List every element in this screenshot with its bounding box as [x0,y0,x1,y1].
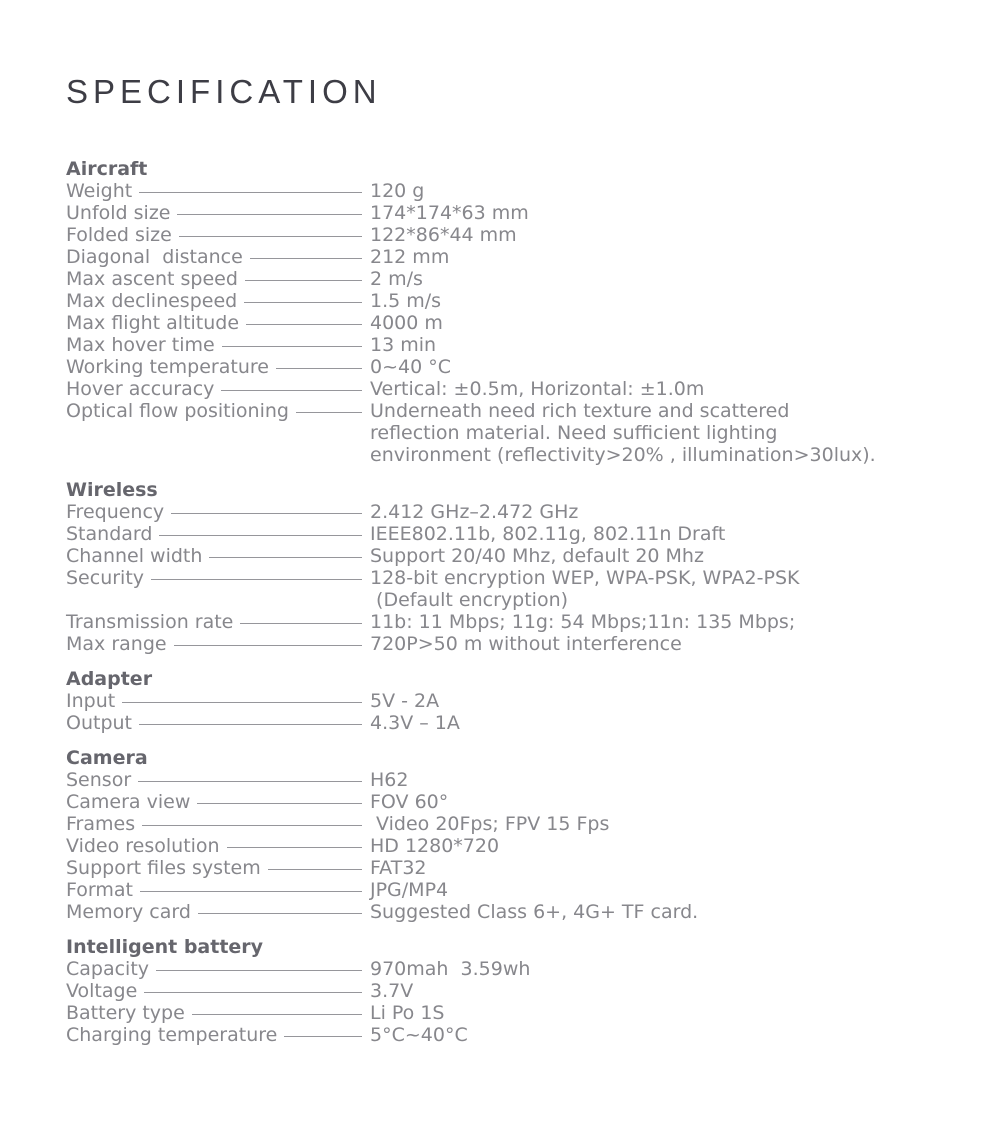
spec-label: Input [66,690,116,712]
spec-value [370,857,960,879]
spec-value [370,791,960,813]
spec-label: Memory card [66,901,191,923]
section-title: Wireless [66,479,158,501]
spec-label-area [66,633,370,655]
spec-value-line: 5°C~40°C [370,1024,468,1046]
spec-value [370,202,960,224]
spec-label-area [66,1024,370,1046]
leader-line [138,781,362,783]
spec-value-line: 4.3V – 1A [370,712,460,734]
section-rows [66,769,960,923]
spec-value-line: 11b: 11 Mbps; 11g: 54 Mbps;11n: 135 Mbps; [370,611,796,633]
spec-value [370,268,960,290]
spec-label-area [66,202,370,224]
spec-label: Unfold size [66,202,171,224]
spec-row [66,611,960,633]
spec-label-area [66,180,370,202]
leader-line [296,412,362,414]
spec-label: Camera view [66,791,191,813]
spec-label-area [66,224,370,246]
spec-label-area [66,879,370,901]
spec-value-line: 2.412 GHz–2.472 GHz [370,501,579,523]
leader-line [268,869,362,871]
spec-row [66,545,960,567]
spec-value-line: FOV 60° [370,791,449,813]
spec-label-area [66,523,370,545]
spec-row [66,633,960,655]
spec-label-area [66,1002,370,1024]
leader-line [221,390,362,392]
spec-value-line: 3.7V [370,980,414,1002]
spec-row [66,268,960,290]
leader-line [227,847,362,849]
spec-label: Frames [66,813,136,835]
leader-line [192,1014,362,1016]
spec-value [370,545,960,567]
spec-label-area [66,791,370,813]
spec-sections [66,158,960,1046]
section-rows [66,180,960,466]
spec-section [66,668,960,734]
spec-label: Max flight altitude [66,312,240,334]
spec-value [370,712,960,734]
spec-label-area [66,690,370,712]
leader-line [144,992,362,994]
spec-value-line: 174*174*63 mm [370,202,529,224]
spec-row [66,857,960,879]
spec-value-line: environment (reflectivity>20% , illumination>30lux). [370,444,876,466]
spec-label: Video resolution [66,835,220,857]
leader-line [197,803,362,805]
spec-value [370,224,960,246]
spec-section [66,479,960,655]
spec-label: Diagonal distance [66,246,243,268]
spec-value [370,523,960,545]
spec-value [370,378,960,400]
spec-label: Support files system [66,857,261,879]
spec-value-line: Li Po 1S [370,1002,445,1024]
spec-label-area [66,378,370,400]
spec-label: Folded size [66,224,172,246]
spec-label: Weight [66,180,133,202]
spec-row [66,224,960,246]
spec-value-line: 2 m/s [370,268,423,290]
spec-label: Max range [66,633,167,655]
spec-value [370,334,960,356]
spec-value [370,180,960,202]
spec-label-area [66,290,370,312]
spec-value [370,901,960,923]
spec-value-line: HD 1280*720 [370,835,500,857]
spec-value [370,611,960,633]
spec-label-area [66,501,370,523]
spec-label: Sensor [66,769,132,791]
spec-row [66,290,960,312]
spec-value-line: 5V - 2A [370,690,440,712]
spec-row [66,1024,960,1046]
spec-value-line: 1.5 m/s [370,290,442,312]
spec-value-line: IEEE802.11b, 802.11g, 802.11n Draft [370,523,726,545]
spec-value-line: 13 min [370,334,437,356]
spec-label-area [66,400,370,422]
spec-row [66,901,960,923]
section-title: Adapter [66,668,153,690]
spec-value [370,879,960,901]
leader-line [179,236,362,238]
leader-line [139,724,362,726]
spec-value [370,246,960,268]
spec-value [370,501,960,523]
spec-label-area [66,712,370,734]
leader-line [244,302,362,304]
spec-value-line: Suggested Class 6+, 4G+ TF card. [370,901,699,923]
spec-value [370,633,960,655]
spec-label-area [66,567,370,589]
spec-row [66,980,960,1002]
spec-row [66,312,960,334]
spec-label: Optical flow positioning [66,400,289,422]
spec-value-line: 120 g [370,180,425,202]
leader-line [209,557,362,559]
leader-line [198,913,362,915]
spec-row [66,958,960,980]
spec-value-line: H62 [370,769,409,791]
spec-row [66,334,960,356]
spec-value-line: reflection material. Need sufficient lighting [370,422,778,444]
spec-value-line: JPG/MP4 [370,879,449,901]
leader-line [246,324,362,326]
leader-line [276,368,362,370]
spec-label-area [66,545,370,567]
spec-label: Max declinespeed [66,290,238,312]
spec-row [66,567,960,611]
spec-row [66,523,960,545]
page-title: SPECIFICATION [66,73,382,110]
leader-line [159,535,362,537]
spec-section [66,158,960,466]
spec-label-area [66,268,370,290]
spec-value [370,356,960,378]
spec-row [66,712,960,734]
spec-value-line: Support 20/40 Mhz, default 20 Mhz [370,545,704,567]
spec-value [370,312,960,334]
spec-label-area [66,356,370,378]
spec-value-line: 970mah 3.59wh [370,958,531,980]
section-rows [66,958,960,1046]
section-rows [66,501,960,655]
spec-label: Max hover time [66,334,215,356]
spec-label: Battery type [66,1002,185,1024]
spec-label-area [66,246,370,268]
leader-line [122,702,362,704]
spec-row [66,180,960,202]
spec-value [370,958,960,980]
leader-line [139,192,362,194]
spec-row [66,202,960,224]
spec-value-line: 212 mm [370,246,450,268]
spec-value-line: FAT32 [370,857,427,879]
spec-row [66,378,960,400]
spec-label: Capacity [66,958,150,980]
spec-value-line: Video 20Fps; FPV 15 Fps [370,813,610,835]
spec-value [370,813,960,835]
spec-row [66,356,960,378]
spec-row [66,690,960,712]
leader-line [174,645,362,647]
section-title: Camera [66,747,148,769]
spec-value [370,690,960,712]
section-title: Intelligent battery [66,936,264,958]
spec-label-area [66,813,370,835]
section-rows [66,690,960,734]
leader-line [156,970,362,972]
spec-label: Format [66,879,133,901]
spec-label: Standard [66,523,153,545]
spec-label-area [66,835,370,857]
spec-value-line: 0~40 °C [370,356,451,378]
spec-row [66,835,960,857]
spec-value [370,290,960,312]
spec-label: Hover accuracy [66,378,215,400]
spec-value-line: 720P>50 m without interference [370,633,682,655]
spec-label: Transmission rate [66,611,234,633]
spec-label: Charging temperature [66,1024,278,1046]
leader-line [245,280,362,282]
spec-value-line: (Default encryption) [370,589,569,611]
spec-row [66,879,960,901]
spec-row [66,813,960,835]
spec-row [66,1002,960,1024]
leader-line [240,623,362,625]
spec-value [370,1024,960,1046]
spec-value [370,567,960,611]
spec-section [66,936,960,1046]
spec-label: Channel width [66,545,203,567]
leader-line [142,825,362,827]
spec-value [370,769,960,791]
spec-value-line: 128-bit encryption WEP, WPA-PSK, WPA2-PSK [370,567,800,589]
spec-label: Frequency [66,501,165,523]
spec-value-line: Vertical: ±0.5m, Horizontal: ±1.0m [370,378,705,400]
spec-value-line: Underneath need rich texture and scattered [370,400,790,422]
spec-section [66,747,960,923]
spec-row [66,769,960,791]
spec-row [66,246,960,268]
spec-label-area [66,334,370,356]
leader-line [250,258,362,260]
spec-value-line: 122*86*44 mm [370,224,517,246]
spec-row [66,400,960,466]
spec-value [370,1002,960,1024]
spec-value [370,400,960,466]
leader-line [284,1036,362,1038]
spec-label-area [66,980,370,1002]
section-title: Aircraft [66,158,148,180]
spec-label-area [66,857,370,879]
spec-label-area [66,958,370,980]
spec-label-area [66,312,370,334]
spec-label: Output [66,712,132,734]
spec-row [66,791,960,813]
spec-value-line: 4000 m [370,312,443,334]
spec-label-area [66,769,370,791]
spec-value [370,835,960,857]
leader-line [177,214,362,216]
spec-value [370,980,960,1002]
leader-line [151,579,362,581]
spec-label: Security [66,567,145,589]
leader-line [222,346,362,348]
spec-label-area [66,611,370,633]
leader-line [171,513,362,515]
leader-line [140,891,362,893]
spec-label: Voltage [66,980,138,1002]
spec-label-area [66,901,370,923]
spec-label: Max ascent speed [66,268,238,290]
spec-row [66,501,960,523]
spec-label: Working temperature [66,356,269,378]
